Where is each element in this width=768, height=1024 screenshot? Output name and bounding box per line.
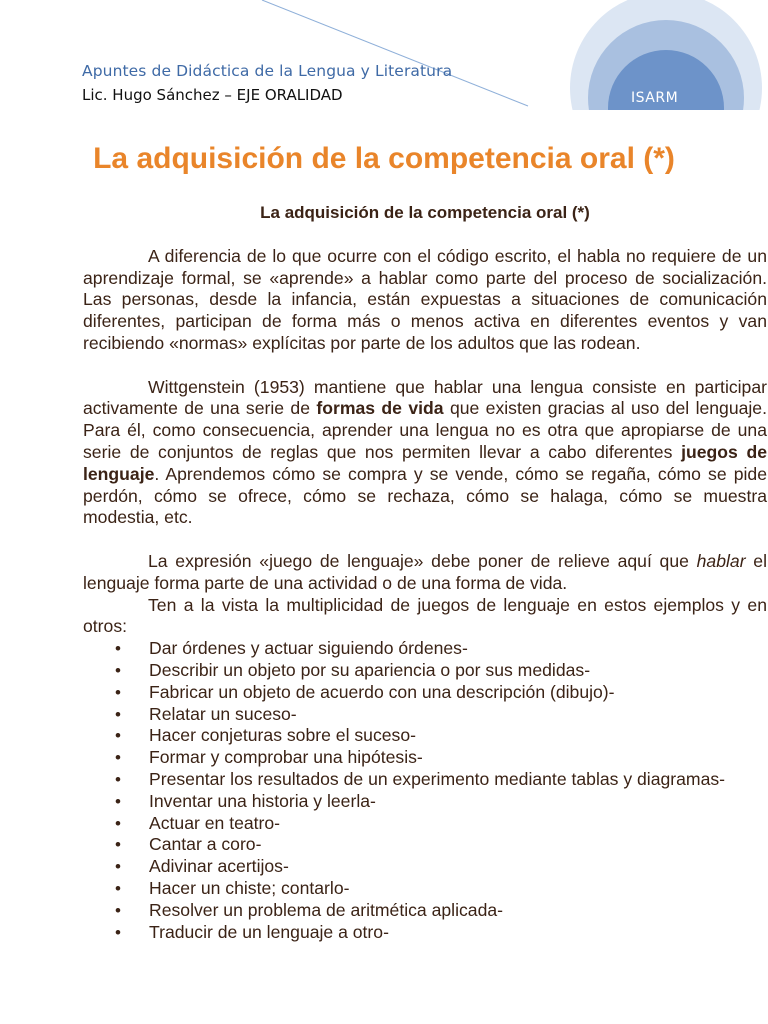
paragraph-2-bold-juegos: juegos de lenguaje: [83, 441, 767, 484]
bullet-icon: •: [115, 922, 121, 942]
paragraph-2-text-b: que existen gracias al uso del lenguaje. Para él, como consecuencia, aprender una lengua no es otra que apropiarse de una serie de conjuntos de reglas que nos permiten llevar a cabo diferentes: [83, 398, 767, 462]
language-games-list: [83, 638, 767, 943]
bullet-icon: •: [115, 660, 121, 680]
bullet-icon: •: [115, 857, 121, 877]
page-title: La adquisición de la competencia oral (*): [93, 142, 675, 175]
bullet-icon: •: [115, 769, 121, 789]
course-title: Apuntes de Didáctica de la Lengua y Literatura: [82, 62, 453, 80]
list-item-text: Relatar un suceso-: [149, 703, 297, 724]
bullet-icon: •: [115, 878, 121, 898]
list-item: [83, 660, 767, 682]
bullet-icon: •: [115, 791, 121, 811]
paragraph-2-text-a: Wittgenstein (1953) mantiene que hablar una lengua consiste en participar activamente de una serie de: [83, 376, 767, 419]
bullet-icon: •: [115, 900, 121, 920]
list-item-text: Fabricar un objeto de acuerdo con una descripción (dibujo)-: [149, 681, 615, 702]
list-item: [83, 704, 767, 726]
institution-badge: ISARM: [631, 90, 679, 106]
list-item: [83, 682, 767, 704]
list-item: [83, 856, 767, 878]
list-item: [83, 747, 767, 769]
list-item-text: Hacer conjeturas sobre el suceso-: [149, 725, 416, 746]
document-body: [83, 202, 767, 943]
list-item-text: Adivinar acertijos-: [149, 856, 289, 877]
list-item: [83, 813, 767, 835]
paragraph-4: Ten a la vista la multiplicidad de juegos de lenguaje en estos ejemplos y en otros:: [83, 594, 767, 637]
list-item: [83, 900, 767, 922]
list-item-text: Hacer un chiste; contarlo-: [149, 877, 350, 898]
list-item: [83, 922, 767, 944]
list-item-text: Resolver un problema de aritmética aplicada-: [149, 899, 504, 920]
bullet-icon: •: [115, 813, 121, 833]
list-item-text: Describir un objeto por su apariencia o por sus medidas-: [149, 659, 591, 680]
list-item: [83, 791, 767, 813]
list-item: [83, 769, 767, 791]
list-item-text: Presentar los resultados de un experimento mediante tablas y diagramas-: [149, 768, 726, 789]
paragraph-2-bold-formas: formas de vida: [316, 398, 444, 419]
bullet-icon: •: [115, 835, 121, 855]
list-item: [83, 638, 767, 660]
list-item-text: Traducir de un lenguaje a otro-: [149, 921, 389, 942]
paragraph-3: [83, 551, 767, 595]
list-item-text: Formar y comprobar una hipótesis-: [149, 747, 423, 768]
paragraph-2: [83, 377, 767, 530]
list-item: [83, 878, 767, 900]
section-subtitle: La adquisición de la competencia oral (*): [260, 203, 590, 222]
list-item-text: Cantar a coro-: [149, 834, 262, 855]
list-item: [83, 725, 767, 747]
author-line: Lic. Hugo Sánchez – EJE ORALIDAD: [82, 86, 343, 104]
list-item-text: Dar órdenes y actuar siguiendo órdenes-: [149, 638, 468, 659]
paragraph-1: A diferencia de lo que ocurre con el código escrito, el habla no requiere de un aprendizaje formal, se «aprende» a hablar como parte del proceso de socialización. Las personas, desde la infancia, están expuestas a situaciones de comunicación diferentes, participan de forma más o menos activa en diferentes eventos y van recibiendo «normas» explícitas por parte de los adultos que las rodean.: [83, 245, 767, 353]
paragraph-2-text-c: . Aprendemos cómo se compra y se vende, cómo se regaña, cómo se pide perdón, cómo se ofrece, cómo se rechaza, cómo se halaga, cómo se muestra modestia, etc.: [83, 463, 767, 528]
bullet-icon: •: [115, 704, 121, 724]
list-item-text: Inventar una historia y leerla-: [149, 790, 376, 811]
bullet-icon: •: [115, 682, 121, 702]
bullet-icon: •: [115, 726, 121, 746]
bullet-icon: •: [115, 639, 121, 659]
paragraph-3-text-a: La expresión «juego de lenguaje» debe poner de relieve aquí que: [148, 550, 697, 571]
list-item-text: Actuar en teatro-: [149, 812, 281, 833]
paragraph-3-text-b: el lenguaje forma parte de una actividad o de una forma de vida.: [83, 550, 767, 593]
bullet-icon: •: [115, 748, 121, 768]
paragraph-3-italic-hablar: hablar: [696, 550, 746, 571]
list-item: [83, 834, 767, 856]
